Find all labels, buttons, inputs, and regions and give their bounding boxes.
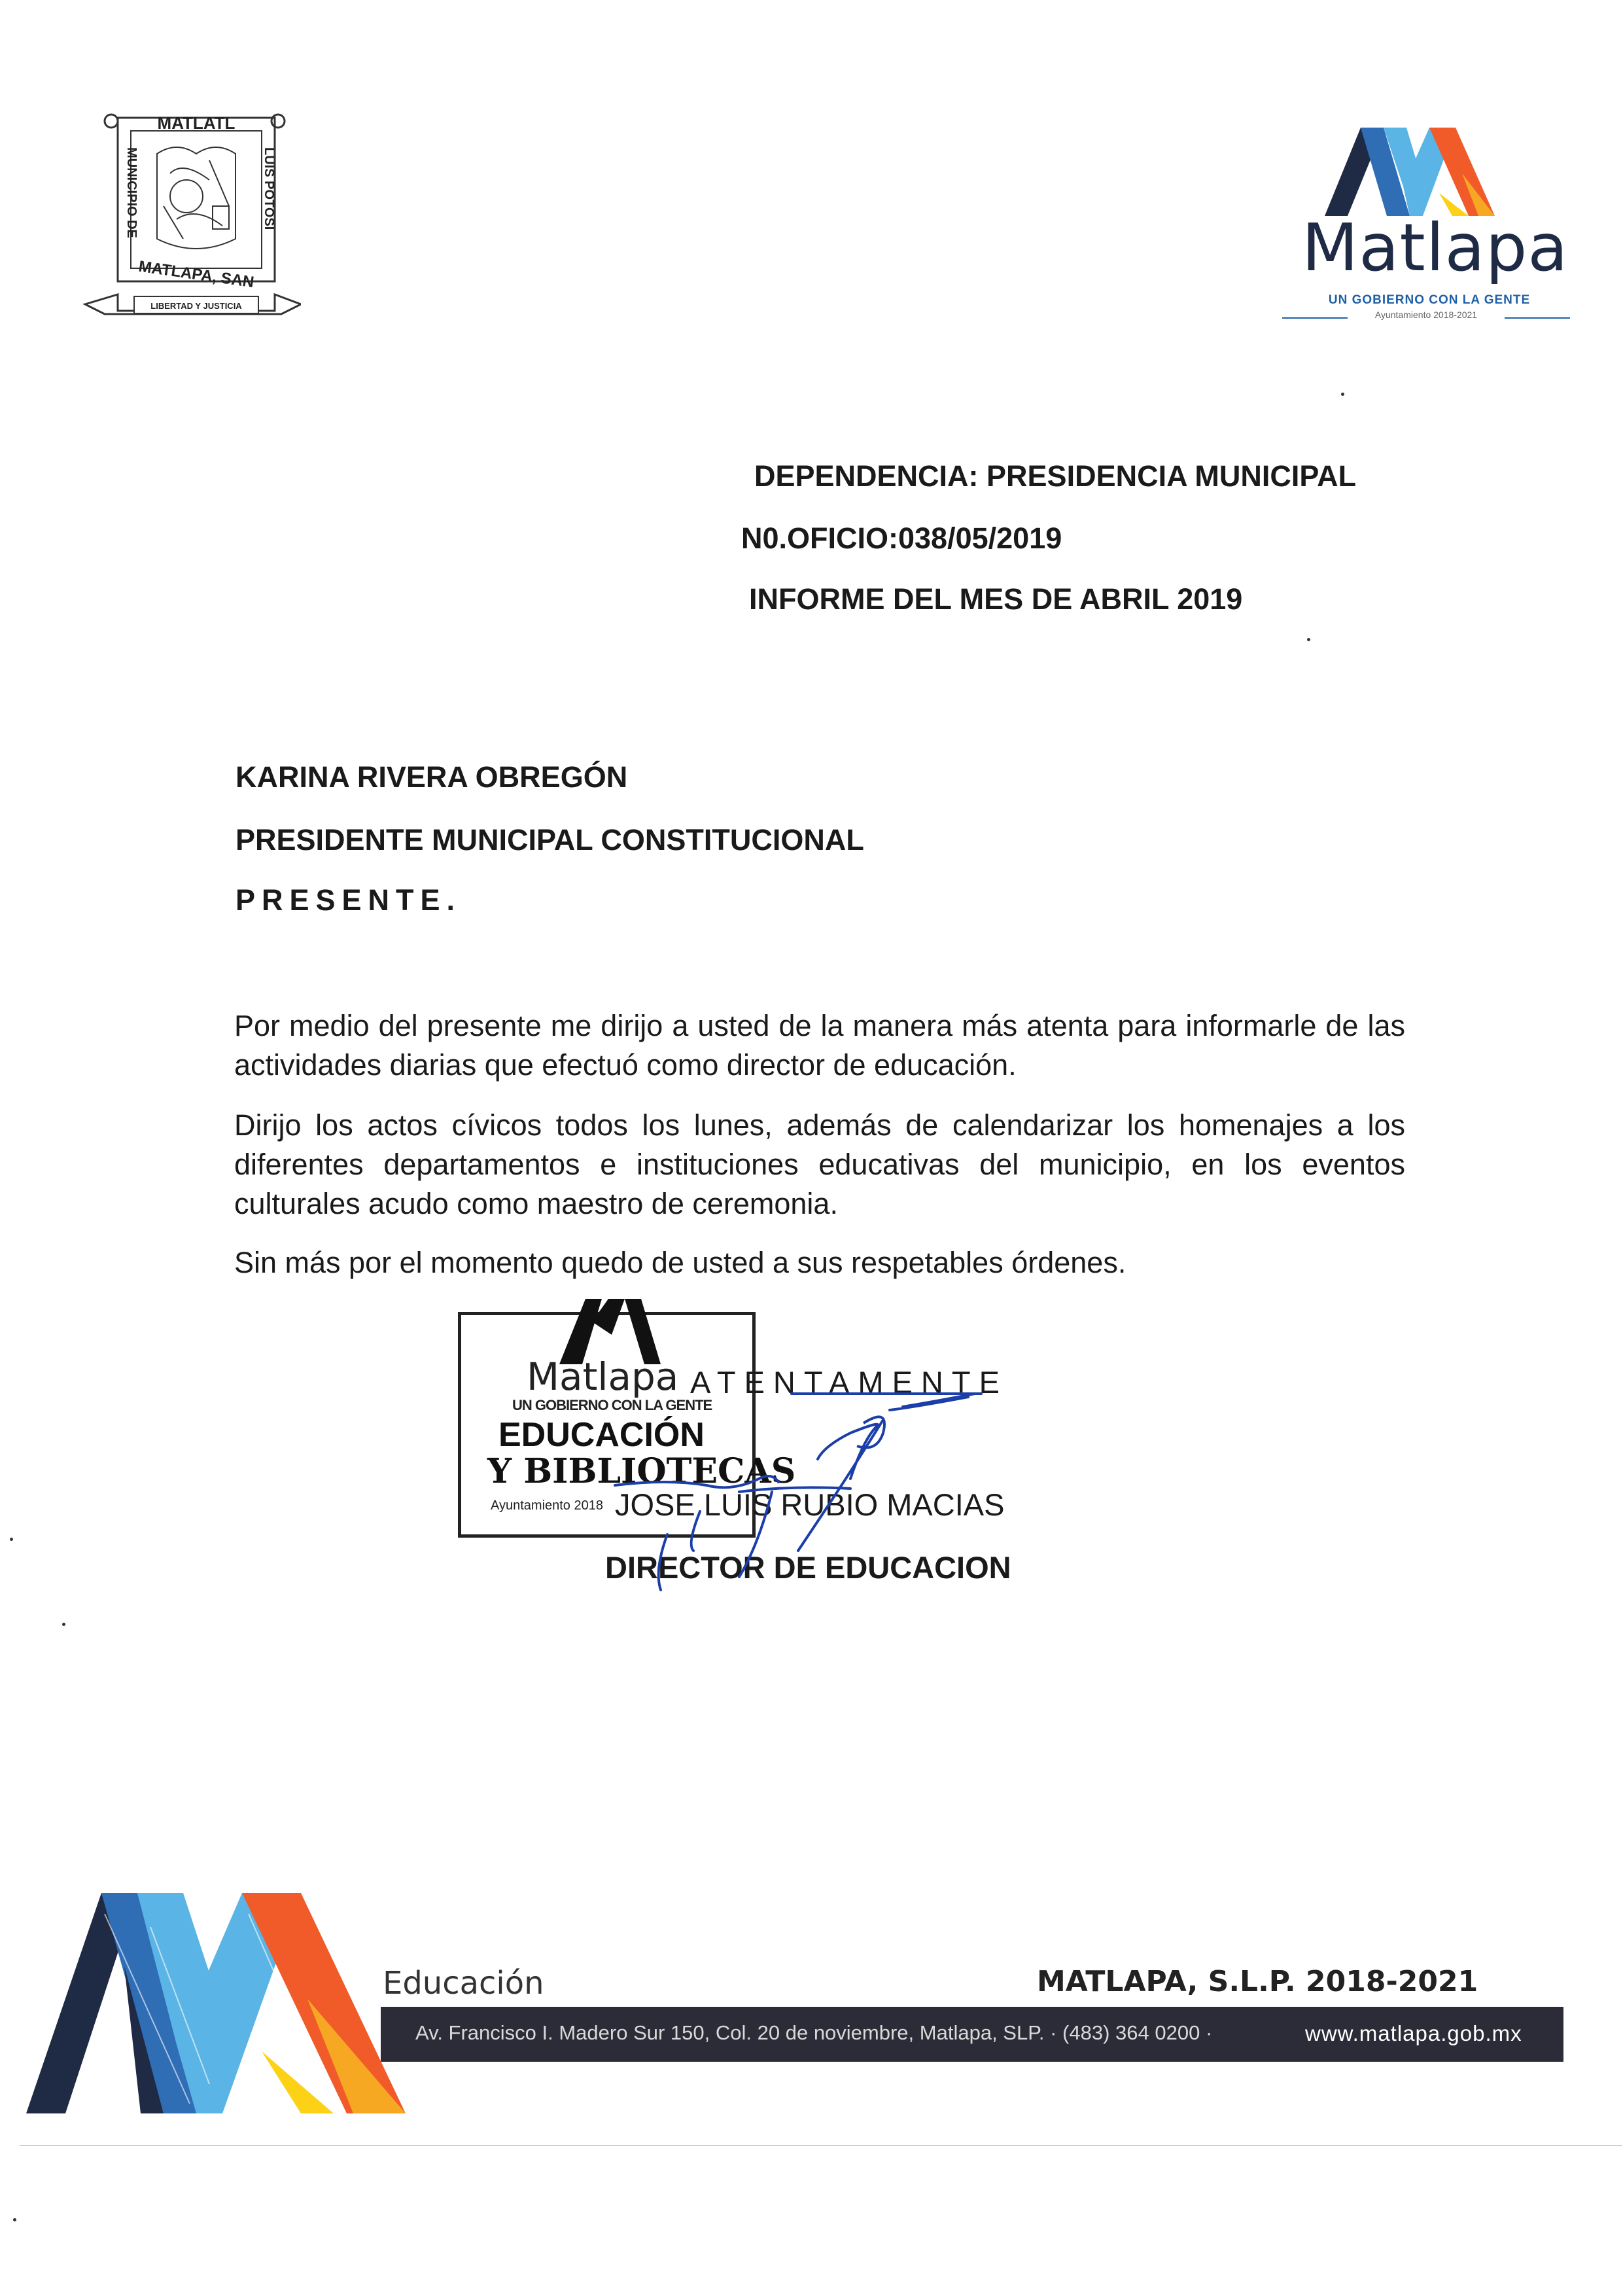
addressee-name: KARINA RIVERA OBREGÓN [236, 760, 628, 794]
footer-rule [20, 2145, 1622, 2146]
svg-text:MATLAPA, SAN: MATLAPA, SAN [137, 257, 255, 292]
footer-period: MATLAPA, S.L.P. 2018-2021 [1037, 1965, 1478, 1998]
scan-speck [13, 2218, 16, 2221]
brand-tagline: UN GOBIERNO CON LA GENTE [1328, 293, 1531, 307]
body-paragraph-1: Por medio del presente me dirijo a usted de la manera más atenta para informarle de las actividades diarias que efectuó como director de educación. [234, 1009, 1405, 1082]
scan-speck [10, 1538, 13, 1541]
matlapa-logo-icon [1299, 121, 1521, 219]
footer-address: Av. Francisco I. Madero Sur 150, Col. 20 de noviembre, Matlapa, SLP. · (483) 364 0200 · [415, 2021, 1213, 2044]
oficio-number: N0.OFICIO:038/05/2019 [741, 521, 1062, 555]
addressee-title: PRESIDENTE MUNICIPAL CONSTITUCIONAL [236, 823, 864, 857]
stamp-line-2: Y BIBLIOTECAS [487, 1451, 796, 1491]
municipal-seal [79, 108, 301, 324]
informe-line: INFORME DEL MES DE ABRIL 2019 [749, 582, 1243, 616]
stamp-line-1: EDUCACIÓN [498, 1416, 705, 1454]
handwritten-signature [576, 1381, 994, 1597]
svg-text:MATLATL: MATLATL [157, 113, 236, 133]
greeting: PRESENTE. [236, 883, 462, 917]
dependencia-line: DEPENDENCIA: PRESIDENCIA MUNICIPAL [754, 459, 1357, 493]
signer-title: DIRECTOR DE EDUCACION [605, 1550, 1011, 1585]
scan-speck [1341, 393, 1344, 396]
footer-website: www.matlapa.gob.mx [1305, 2021, 1522, 2045]
signer-name: JOSE LUIS RUBIO MACIAS [615, 1487, 1005, 1522]
scan-speck [62, 1623, 65, 1626]
body-paragraph-3: Sin más por el momento quedo de usted a sus respetables órdenes. [234, 1246, 1126, 1279]
stamp-brand: Matlapa [527, 1354, 679, 1399]
brand-name: Matlapa [1302, 209, 1569, 286]
footer-department: Educación [383, 1965, 544, 2002]
footer-matlapa-logo-icon [26, 1888, 412, 2120]
svg-text:LIBERTAD Y JUSTICIA: LIBERTAD Y JUSTICIA [150, 301, 242, 311]
stamp-tagline: UN GOBIERNO CON LA GENTE [512, 1397, 712, 1413]
brand-subline: Ayuntamiento 2018-2021 [1348, 309, 1505, 320]
scan-speck [1307, 638, 1310, 641]
stamp-footer: Ayuntamiento 2018 [491, 1498, 603, 1513]
svg-text:MUNICIPIO DE: MUNICIPIO DE [124, 147, 139, 238]
svg-text:LUIS POTOSI: LUIS POTOSI [262, 147, 276, 230]
closing: ATENTAMENTE [690, 1365, 1008, 1400]
body-paragraph-2: Dirijo los actos cívicos todos los lunes, además de calendarizar los homenajes a los diferentes departamentos e instituciones educativas del municipio, en los eventos culturales acudo como maestro de ceremonia. [234, 1108, 1405, 1220]
